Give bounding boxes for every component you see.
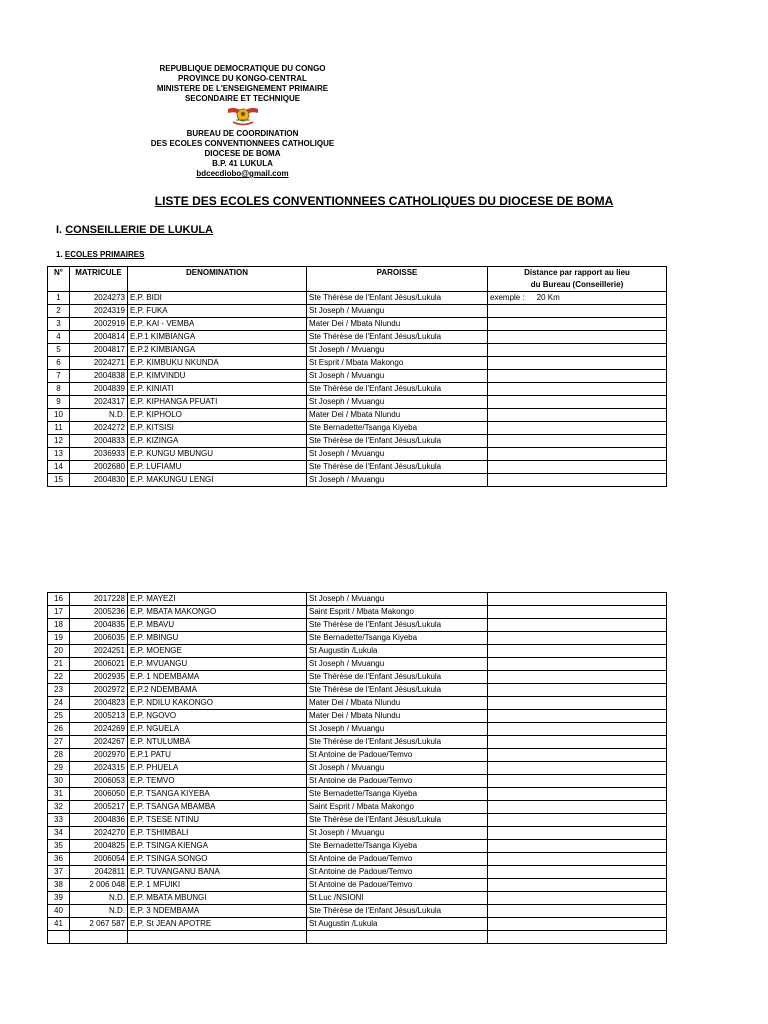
cell-distance (488, 671, 667, 684)
cell-paroisse (307, 931, 488, 944)
cell-matricule: 2004833 (70, 435, 128, 448)
cell-number: 16 (48, 593, 70, 606)
cell-matricule: 2024251 (70, 645, 128, 658)
col-header-distance-line2: du Bureau (Conseillerie) (530, 280, 624, 289)
cell-matricule: 2006054 (70, 853, 128, 866)
col-header-number: N° (48, 267, 70, 292)
cell-number: 4 (48, 331, 70, 344)
cell-paroisse: St Joseph / Mvuangu (307, 762, 488, 775)
cell-distance (488, 448, 667, 461)
cell-distance (488, 736, 667, 749)
table-row (48, 448, 667, 461)
table-row (48, 461, 667, 474)
cell-denomination: E.P. TSESE NTINU (128, 814, 307, 827)
table-row (48, 671, 667, 684)
cell-denomination: E.P. KIMBUKU NKUNDA (128, 357, 307, 370)
table-row (48, 331, 667, 344)
cell-number: 29 (48, 762, 70, 775)
cell-denomination: E.P. St JEAN APOTRE (128, 918, 307, 931)
cell-matricule: 2042811 (70, 866, 128, 879)
cell-number: 17 (48, 606, 70, 619)
cell-matricule: 2024269 (70, 723, 128, 736)
table-row (48, 866, 667, 879)
cell-matricule: 2004835 (70, 619, 128, 632)
cell-matricule: 2004839 (70, 383, 128, 396)
cell-number: 15 (48, 474, 70, 487)
cell-matricule: 2024315 (70, 762, 128, 775)
cell-number: 36 (48, 853, 70, 866)
cell-number: 11 (48, 422, 70, 435)
cell-number: 5 (48, 344, 70, 357)
distance-example-value: 20 Km (536, 293, 560, 302)
cell-paroisse: Ste Thérèse de l'Enfant Jésus/Lukula (307, 619, 488, 632)
cell-denomination: E.P. KUNGU MBUNGU (128, 448, 307, 461)
cell-denomination: E.P. MBATA MBUNGI (128, 892, 307, 905)
cell-denomination: E.P. MVUANGU (128, 658, 307, 671)
cell-paroisse: St Joseph / Mvuangu (307, 827, 488, 840)
cell-paroisse: St Joseph / Mvuangu (307, 396, 488, 409)
cell-distance (488, 292, 667, 305)
cell-number: 34 (48, 827, 70, 840)
cell-paroisse: Ste Bernadette/Tsanga Kiyeba (307, 840, 488, 853)
cell-number: 10 (48, 409, 70, 422)
cell-matricule: 2017228 (70, 593, 128, 606)
cell-distance (488, 370, 667, 383)
cell-matricule: 2002680 (70, 461, 128, 474)
subsection-label: ECOLES PRIMAIRES (64, 250, 145, 259)
cell-denomination: E.P. PHUELA (128, 762, 307, 775)
cell-paroisse: Saint Esprit / Mbata Makongo (307, 801, 488, 814)
cell-denomination: E.P. MOENGE (128, 645, 307, 658)
cell-distance (488, 749, 667, 762)
cell-denomination: E.P. MAYEZI (128, 593, 307, 606)
cell-distance (488, 905, 667, 918)
cell-paroisse: Ste Thérèse de l'Enfant Jésus/Lukula (307, 905, 488, 918)
letterhead-line: REPUBLIQUE DEMOCRATIQUE DU CONGO (159, 64, 326, 73)
cell-paroisse: St Joseph / Mvuangu (307, 474, 488, 487)
cell-distance (488, 435, 667, 448)
cell-number: 32 (48, 801, 70, 814)
table-header-row (48, 267, 667, 292)
cell-number: 38 (48, 879, 70, 892)
cell-paroisse: Mater Dei / Mbata Nlundu (307, 318, 488, 331)
cell-matricule: 2004825 (70, 840, 128, 853)
email-link[interactable]: bdcecdiobo@gmail.com (196, 169, 289, 178)
cell-denomination: E.P. KIPHOLO (128, 409, 307, 422)
cell-distance (488, 474, 667, 487)
cell-matricule: 2004830 (70, 474, 128, 487)
cell-denomination: E.P. NDILU KAKONGO (128, 697, 307, 710)
table-row (48, 645, 667, 658)
cell-number: 26 (48, 723, 70, 736)
cell-number: 33 (48, 814, 70, 827)
cell-number: 8 (48, 383, 70, 396)
cell-denomination: E.P. 3 NDEMBAMA (128, 905, 307, 918)
cell-distance (488, 422, 667, 435)
cell-distance (488, 593, 667, 606)
cell-number: 20 (48, 645, 70, 658)
table-row (48, 684, 667, 697)
table-row (48, 879, 667, 892)
cell-paroisse: Saint Esprit / Mbata Makongo (307, 606, 488, 619)
cell-paroisse: Ste Bernadette/Tsanga Kiyeba (307, 632, 488, 645)
cell-distance (488, 396, 667, 409)
cell-matricule: 2024267 (70, 736, 128, 749)
cell-matricule (70, 931, 128, 944)
cell-matricule: 2002935 (70, 671, 128, 684)
cell-denomination: E.P. TUVANGANU BANA (128, 866, 307, 879)
table-row (48, 318, 667, 331)
cell-number: 14 (48, 461, 70, 474)
cell-distance (488, 866, 667, 879)
cell-paroisse: Ste Thérèse de l'Enfant Jésus/Lukula (307, 461, 488, 474)
cell-paroisse: St Joseph / Mvuangu (307, 305, 488, 318)
cell-paroisse: Ste Thérèse de l'Enfant Jésus/Lukula (307, 814, 488, 827)
cell-matricule: N.D. (70, 892, 128, 905)
cell-distance (488, 331, 667, 344)
cell-number: 18 (48, 619, 70, 632)
cell-denomination: E.P. BIDI (128, 292, 307, 305)
letterhead-line: SECONDAIRE ET TECHNIQUE (184, 94, 301, 103)
cell-paroisse: St Joseph / Mvuangu (307, 658, 488, 671)
cell-distance (488, 645, 667, 658)
table-row (48, 762, 667, 775)
table-row (48, 357, 667, 370)
schools-table-part1 (47, 266, 667, 487)
cell-distance (488, 710, 667, 723)
cell-denomination: E.P. 1 MFUIKI (128, 879, 307, 892)
cell-paroisse: St Joseph / Mvuangu (307, 723, 488, 736)
table-row (48, 892, 667, 905)
cell-number: 30 (48, 775, 70, 788)
cell-paroisse: Ste Bernadette/Tsanga Kiyeba (307, 422, 488, 435)
cell-denomination: E.P. TSINGA SONGO (128, 853, 307, 866)
col-header-distance (488, 267, 667, 292)
cell-distance (488, 814, 667, 827)
cell-denomination: E.P. KAI - VEMBA (128, 318, 307, 331)
cell-paroisse: St Joseph / Mvuangu (307, 344, 488, 357)
cell-distance (488, 357, 667, 370)
cell-matricule: 2006021 (70, 658, 128, 671)
cell-number: 2 (48, 305, 70, 318)
cell-paroisse: St Joseph / Mvuangu (307, 448, 488, 461)
table-row (48, 409, 667, 422)
table-row (48, 435, 667, 448)
letterhead-line: DES ECOLES CONVENTIONNEES CATHOLIQUE (150, 139, 335, 148)
cell-number: 25 (48, 710, 70, 723)
col-header-paroisse: PAROISSE (307, 267, 488, 292)
cell-denomination: E.P. FUKA (128, 305, 307, 318)
schools-table-part2 (47, 592, 667, 944)
cell-paroisse: Mater Dei / Mbata Nlundu (307, 697, 488, 710)
cell-paroisse: Ste Thérèse de l'Enfant Jésus/Lukula (307, 435, 488, 448)
cell-paroisse: Ste Thérèse de l'Enfant Jésus/Lukula (307, 292, 488, 305)
cell-matricule: 2036933 (70, 448, 128, 461)
cell-distance (488, 684, 667, 697)
cell-distance (488, 383, 667, 396)
cell-distance (488, 931, 667, 944)
cell-denomination: E.P.1 PATU (128, 749, 307, 762)
cell-matricule: 2006035 (70, 632, 128, 645)
cell-number: 37 (48, 866, 70, 879)
cell-matricule: 2004838 (70, 370, 128, 383)
table-row (48, 814, 667, 827)
cell-number: 27 (48, 736, 70, 749)
cell-denomination: E.P. NGUELA (128, 723, 307, 736)
cell-distance (488, 658, 667, 671)
cell-matricule: 2005236 (70, 606, 128, 619)
cell-number: 22 (48, 671, 70, 684)
col-header-distance-line1: Distance par rapport au lieu (524, 268, 630, 277)
cell-distance (488, 788, 667, 801)
cell-matricule: 2024317 (70, 396, 128, 409)
cell-number: 21 (48, 658, 70, 671)
cell-distance (488, 840, 667, 853)
letterhead-line: BUREAU DE COORDINATION (186, 129, 299, 138)
cell-matricule: 2024319 (70, 305, 128, 318)
cell-paroisse: St Augustin /Lukula (307, 645, 488, 658)
cell-paroisse: St Antoine de Padoue/Temvo (307, 775, 488, 788)
col-header-matricule: MATRICULE (70, 267, 128, 292)
letterhead (140, 64, 345, 179)
table-row (48, 931, 667, 944)
cell-distance (488, 697, 667, 710)
cell-matricule: 2004836 (70, 814, 128, 827)
cell-denomination: E.P. LUFIAMU (128, 461, 307, 474)
cell-number (48, 931, 70, 944)
table-row (48, 305, 667, 318)
table-row (48, 710, 667, 723)
cell-paroisse: Ste Thérèse de l'Enfant Jésus/Lukula (307, 684, 488, 697)
table-row (48, 370, 667, 383)
cell-denomination: E.P. TEMVO (128, 775, 307, 788)
cell-matricule: 2002972 (70, 684, 128, 697)
table-row (48, 918, 667, 931)
cell-number: 31 (48, 788, 70, 801)
cell-paroisse: St Antoine de Padoue/Temvo (307, 879, 488, 892)
table-row (48, 474, 667, 487)
table-row (48, 788, 667, 801)
cell-paroisse: Mater Dei / Mbata Nlundu (307, 710, 488, 723)
table-row (48, 619, 667, 632)
section-label: CONSEILLERIE DE LUKULA (65, 224, 214, 236)
table-row (48, 827, 667, 840)
cell-distance (488, 305, 667, 318)
cell-distance (488, 723, 667, 736)
cell-denomination: E.P. TSINGA KIENGA (128, 840, 307, 853)
letterhead-line: B.P. 41 LUKULA (212, 159, 273, 168)
cell-denomination: E.P. NGOVO (128, 710, 307, 723)
cell-paroisse: St Augustin /Lukula (307, 918, 488, 931)
table-row (48, 632, 667, 645)
table-row (48, 697, 667, 710)
cell-denomination: E.P. MBATA MAKONGO (128, 606, 307, 619)
table-row (48, 422, 667, 435)
cell-paroisse: Ste Thérèse de l'Enfant Jésus/Lukula (307, 331, 488, 344)
cell-denomination (128, 931, 307, 944)
cell-denomination: E.P. KIPHANGA PFUATI (128, 396, 307, 409)
table-row (48, 840, 667, 853)
cell-distance (488, 619, 667, 632)
cell-distance (488, 762, 667, 775)
cell-paroisse: St Joseph / Mvuangu (307, 593, 488, 606)
cell-denomination: E.P. MBAVU (128, 619, 307, 632)
cell-number: 9 (48, 396, 70, 409)
cell-matricule: 2024271 (70, 357, 128, 370)
cell-matricule: 2005213 (70, 710, 128, 723)
cell-denomination: E.P. 1 NDEMBAMA (128, 671, 307, 684)
cell-paroisse: Ste Bernadette/Tsanga Kiyeba (307, 788, 488, 801)
cell-number: 3 (48, 318, 70, 331)
cell-number: 23 (48, 684, 70, 697)
distance-example-label: exemple : (490, 293, 525, 302)
cell-number: 19 (48, 632, 70, 645)
cell-number: 1 (48, 292, 70, 305)
cell-distance (488, 606, 667, 619)
cell-distance (488, 853, 667, 866)
cell-denomination: E.P. TSHIMBALI (128, 827, 307, 840)
cell-matricule: 2004817 (70, 344, 128, 357)
cell-denomination: E.P. KINIATI (128, 383, 307, 396)
section-number: I. (56, 224, 63, 236)
cell-paroisse: St Joseph / Mvuangu (307, 370, 488, 383)
cell-denomination: E.P.1 KIMBIANGA (128, 331, 307, 344)
table-row (48, 658, 667, 671)
subsection-heading (56, 250, 144, 259)
col-header-denomination: DENOMINATION (128, 267, 307, 292)
cell-paroisse: St Antoine de Padoue/Temvo (307, 853, 488, 866)
cell-paroisse: Ste Thérèse de l'Enfant Jésus/Lukula (307, 736, 488, 749)
cell-number: 28 (48, 749, 70, 762)
cell-distance (488, 879, 667, 892)
cell-number: 7 (48, 370, 70, 383)
table-row (48, 396, 667, 409)
table-row (48, 606, 667, 619)
coat-of-arms-icon (226, 105, 260, 127)
table-row (48, 344, 667, 357)
table-row (48, 723, 667, 736)
cell-distance (488, 318, 667, 331)
cell-matricule: 2004814 (70, 331, 128, 344)
cell-distance (488, 892, 667, 905)
cell-matricule: 2 067 587 (70, 918, 128, 931)
cell-number: 35 (48, 840, 70, 853)
cell-denomination: E.P. KIMVINDU (128, 370, 307, 383)
cell-distance (488, 344, 667, 357)
section-heading (56, 224, 213, 236)
cell-distance (488, 918, 667, 931)
cell-denomination: E.P. TSANGA KIYEBA (128, 788, 307, 801)
cell-paroisse: Ste Thérèse de l'Enfant Jésus/Lukula (307, 671, 488, 684)
cell-matricule: 2002970 (70, 749, 128, 762)
cell-denomination: E.P. MAKUNGU LENGI (128, 474, 307, 487)
table-row (48, 801, 667, 814)
cell-matricule: 2006053 (70, 775, 128, 788)
cell-matricule: 2006050 (70, 788, 128, 801)
cell-paroisse: St Luc /NSIONI (307, 892, 488, 905)
cell-distance (488, 632, 667, 645)
cell-number: 40 (48, 905, 70, 918)
table-row (48, 593, 667, 606)
cell-matricule: 2002919 (70, 318, 128, 331)
cell-matricule: 2024273 (70, 292, 128, 305)
document-title: LISTE DES ECOLES CONVENTIONNEES CATHOLIQUES DU DIOCESE DE BOMA (154, 194, 614, 208)
cell-number: 12 (48, 435, 70, 448)
cell-paroisse: St Esprit / Mbata Makongo (307, 357, 488, 370)
cell-number: 39 (48, 892, 70, 905)
cell-paroisse: Ste Thérèse de l'Enfant Jésus/Lukula (307, 383, 488, 396)
cell-denomination: E.P. NTULUMBA (128, 736, 307, 749)
cell-matricule: 2024272 (70, 422, 128, 435)
table-row (48, 736, 667, 749)
table-row (48, 853, 667, 866)
cell-denomination: E.P. TSANGA MBAMBA (128, 801, 307, 814)
cell-denomination: E.P. KIZINGA (128, 435, 307, 448)
cell-matricule: 2 006 048 (70, 879, 128, 892)
table-row (48, 383, 667, 396)
table-row (48, 905, 667, 918)
cell-distance (488, 409, 667, 422)
cell-distance (488, 461, 667, 474)
cell-matricule: 2024270 (70, 827, 128, 840)
letterhead-line: MINISTERE DE L'ENSEIGNEMENT PRIMAIRE (156, 84, 329, 93)
cell-paroisse: Mater Dei / Mbata Nlundu (307, 409, 488, 422)
letterhead-line: PROVINCE DU KONGO-CENTRAL (178, 74, 307, 83)
cell-paroisse: St Antoine de Padoue/Temvo (307, 866, 488, 879)
subsection-number: 1. (56, 250, 63, 259)
cell-denomination: E.P.2 KIMBIANGA (128, 344, 307, 357)
cell-number: 13 (48, 448, 70, 461)
cell-denomination: E.P. KITSISI (128, 422, 307, 435)
cell-number: 24 (48, 697, 70, 710)
letterhead-line: DIOCESE DE BOMA (204, 149, 281, 158)
cell-denomination: E.P. MBINGU (128, 632, 307, 645)
table-row (48, 292, 667, 305)
cell-matricule: N.D. (70, 409, 128, 422)
table-row (48, 749, 667, 762)
cell-matricule: 2005217 (70, 801, 128, 814)
cell-paroisse: St Antoine de Padoue/Temvo (307, 749, 488, 762)
cell-matricule: N.D. (70, 905, 128, 918)
cell-distance (488, 775, 667, 788)
cell-matricule: 2004823 (70, 697, 128, 710)
cell-denomination: E.P.2 NDEMBAMA (128, 684, 307, 697)
cell-distance (488, 801, 667, 814)
table-row (48, 775, 667, 788)
cell-number: 41 (48, 918, 70, 931)
cell-distance (488, 827, 667, 840)
cell-number: 6 (48, 357, 70, 370)
